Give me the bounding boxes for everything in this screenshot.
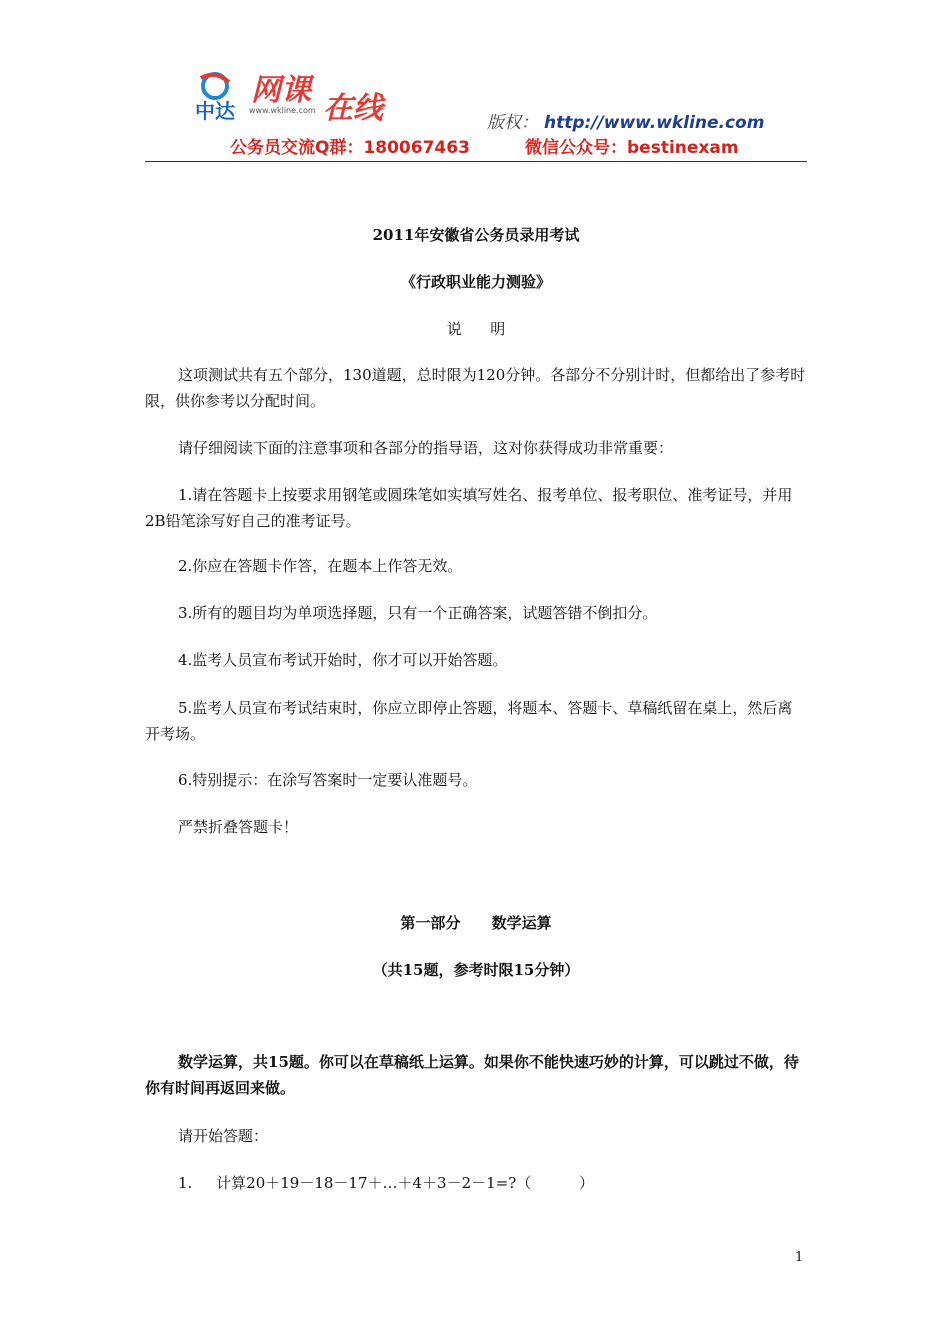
qq-group: 公务员交流Q群：180067463 [230, 138, 470, 158]
warning-text: 严禁折叠答题卡！ [178, 818, 299, 836]
rule-5: 5.监考人员宣布考试结束时，你应立即停止答题，将题本、答题卡、草稿纸留在桌上，然后离开考场。 [145, 699, 793, 743]
paragraph-notice: 请仔细阅读下面的注意事项和各部分的指导语，这对你获得成功非常重要： [178, 439, 674, 457]
rule-4: 4.监考人员宣布考试开始时，你才可以开始答题。 [178, 651, 508, 669]
header-divider [145, 161, 807, 162]
start-prompt: 请开始答题： [178, 1127, 269, 1145]
paragraph-intro: 这项测试共有五个部分，130道题，总时限为120分钟。各部分不分别计时，但都给出了参考时限，供你参考以分配时间。 [145, 366, 806, 410]
rule-3: 3.所有的题目均为单项选择题，只有一个正确答案，试题答错不倒扣分。 [178, 604, 658, 622]
section-heading: 说 明 [446, 320, 506, 338]
svg-text:在线: 在线 [323, 91, 383, 126]
rule-1: 1.请在答题卡上按要求用钢笔或圆珠笔如实填写姓名、报考单位、报考职位、准考证号，并用2B铅笔涂写好自己的准考证号。 [145, 486, 793, 530]
page-subtitle: 《行政职业能力测验》 [400, 273, 551, 291]
svg-text:网课: 网课 [251, 73, 311, 108]
page-title: 2011年安徽省公务员录用考试 [372, 226, 580, 244]
copyright-line [487, 108, 764, 133]
question-1: 1. 计算20＋19－18－17＋…＋4＋3－2－1=?（ ） [178, 1174, 594, 1192]
svg-text:中达: 中达 [195, 99, 235, 123]
copyright-label: 版权： [487, 113, 538, 133]
wkline-logo [193, 68, 423, 128]
svg-text:www.wkline.com: www.wkline.com [249, 106, 316, 115]
rule-6: 6.特别提示：在涂写答案时一定要认准题号。 [178, 771, 478, 789]
page-number: 1 [795, 1250, 804, 1265]
copyright-url[interactable]: http://www.wkline.com [544, 113, 765, 133]
document-header [145, 68, 807, 162]
part-note: （共15题，参考时限15分钟） [372, 961, 580, 979]
wechat-account: 微信公众号：bestinexam [525, 138, 739, 158]
part-title: 第一部分 数学运算 [400, 914, 552, 932]
part-instruction: 数学运算，共15题。你可以在草稿纸上运算。如果你不能快速巧妙的计算，可以跳过不做，待你有时间再返回来做。 [145, 1053, 799, 1097]
rule-2: 2.你应在答题卡作答，在题本上作答无效。 [178, 557, 463, 575]
